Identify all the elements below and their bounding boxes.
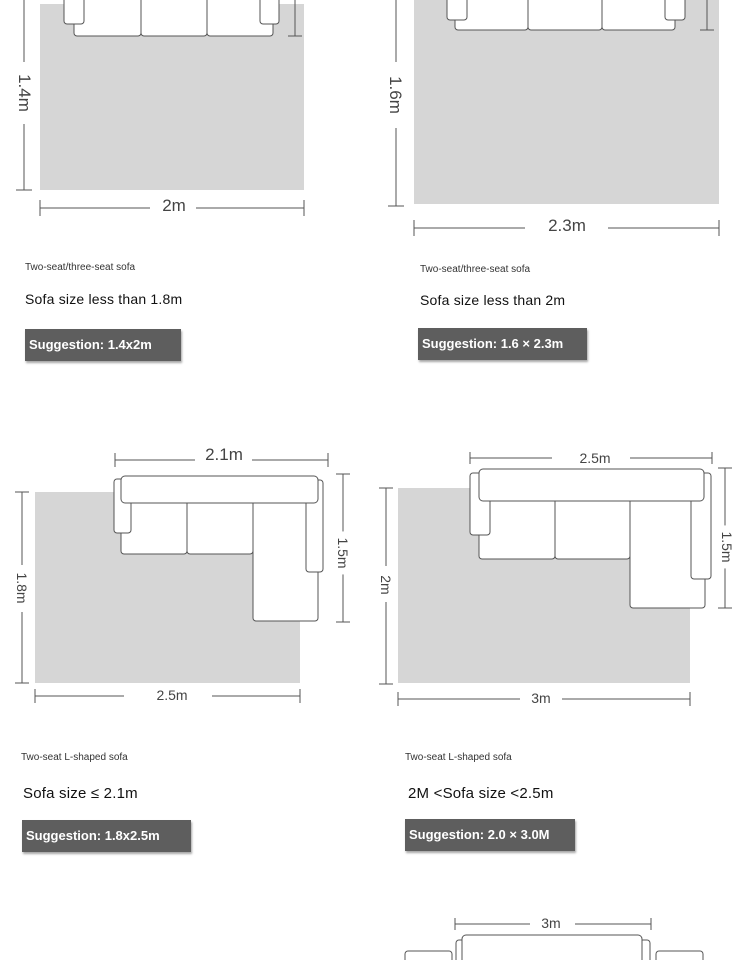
card1-size-text: Sofa size less than 1.8m xyxy=(25,291,183,307)
card2-category: Two-seat/three-seat sofa xyxy=(420,264,531,275)
card2-dim-vertical: 1.6m xyxy=(385,70,405,120)
card4-dim-vertical: 2m xyxy=(378,569,394,600)
card3-category: Two-seat L-shaped sofa xyxy=(21,752,128,763)
card2-drawing xyxy=(388,0,719,236)
card4-category: Two-seat L-shaped sofa xyxy=(405,752,512,763)
card3-size-text: Sofa size ≤ 2.1m xyxy=(23,785,138,802)
card3-drawing xyxy=(15,453,350,703)
card3-suggestion-badge: Suggestion: 1.8x2.5m xyxy=(22,820,191,852)
card2-suggestion-badge: Suggestion: 1.6 × 2.3m xyxy=(418,328,587,360)
card5-dim-sofa-width: 3m xyxy=(535,915,566,931)
card2-rug xyxy=(414,0,719,204)
card1-dim-horizontal: 2m xyxy=(156,196,192,216)
card2-dim-horizontal: 2.3m xyxy=(542,216,592,236)
card2-size-text: Sofa size less than 2m xyxy=(420,292,566,308)
card4-suggestion-badge: Suggestion: 2.0 × 3.0M xyxy=(405,819,575,851)
card3-dim-sofa-width: 2.1m xyxy=(199,445,249,465)
card4-dim-sofa-width: 2.5m xyxy=(573,450,616,466)
card3-dim-sofa-depth: 1.5m xyxy=(335,531,351,574)
card1-drawing xyxy=(16,0,304,216)
card3-dim-vertical: 1.8m xyxy=(14,566,30,609)
card4-size-text: 2M <Sofa size <2.5m xyxy=(408,785,554,802)
card1-dim-vertical: 1.4m xyxy=(14,68,34,118)
card1-category: Two-seat/three-seat sofa xyxy=(25,262,136,273)
card4-dim-sofa-depth: 1.5m xyxy=(719,525,735,568)
card3-dim-horizontal: 2.5m xyxy=(150,687,193,703)
card4-dim-horizontal: 3m xyxy=(525,690,556,706)
card4-drawing xyxy=(379,452,732,706)
card1-suggestion-badge: Suggestion: 1.4x2m xyxy=(25,329,181,361)
